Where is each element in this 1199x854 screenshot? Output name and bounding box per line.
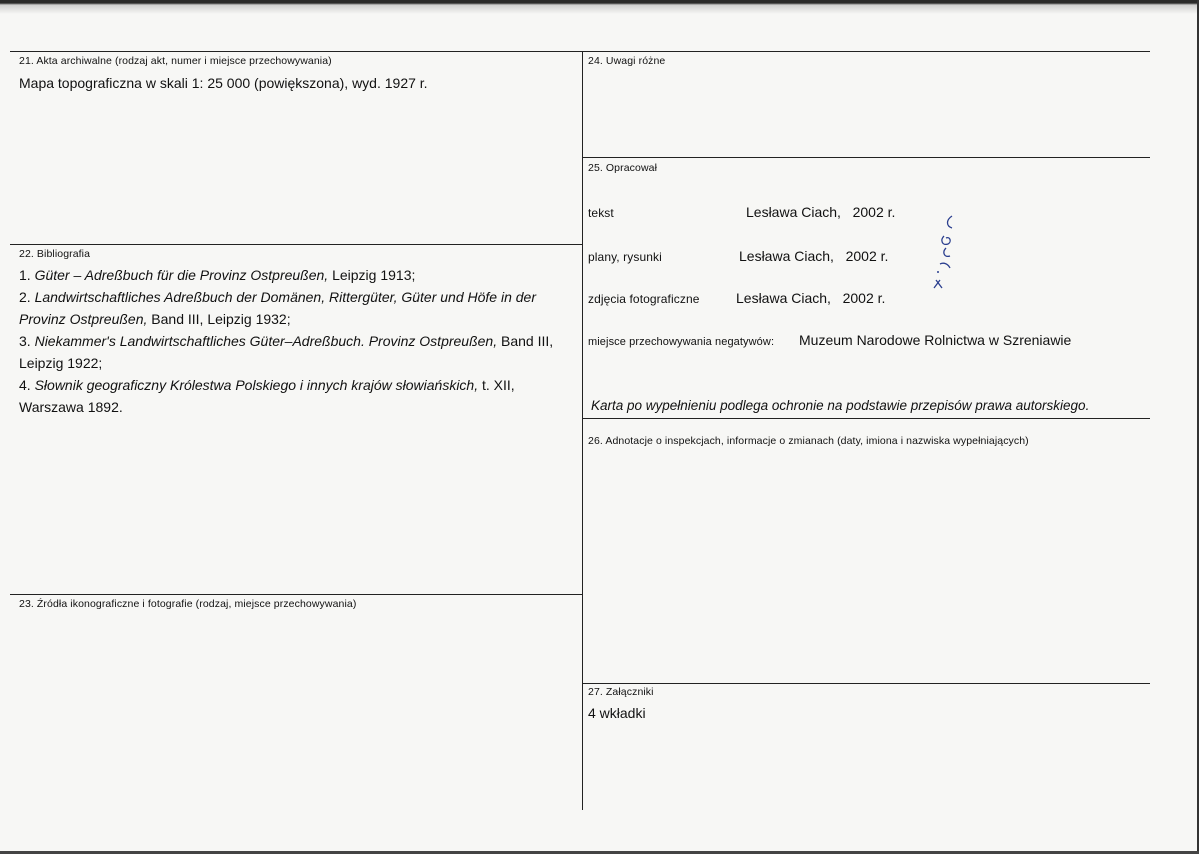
top-border-line	[10, 51, 1150, 52]
section-23-label: 23. Źródła ikonograficzne i fotografie (rodzaj, miejsce przechowywania)	[19, 598, 357, 610]
divider-24-25	[582, 157, 1150, 158]
section-25-label: 25. Opracował	[588, 162, 658, 174]
text-author-label: tekst	[588, 206, 614, 220]
section-27-text: 4 wkładki	[588, 705, 646, 721]
section-22-label: 22. Bibliografia	[19, 248, 91, 260]
divider-21-22	[10, 244, 582, 245]
bibliography-item-details: Band III, Leipzig 1932;	[147, 311, 291, 327]
bibliography-item-number: 1.	[19, 267, 35, 283]
negatives-location-label: miejsce przechowywania negatywów:	[588, 336, 775, 348]
divider-22-23	[10, 594, 582, 595]
center-divider-line	[582, 51, 583, 810]
section-24-label: 24. Uwagi różne	[588, 55, 666, 67]
bibliography-item	[19, 330, 579, 374]
section-21-text: Mapa topograficzna w skali 1: 25 000 (powiększona), wyd. 1927 r.	[19, 75, 428, 91]
divider-26-27	[582, 683, 1150, 684]
bibliography-item-details: Leipzig 1913;	[328, 267, 416, 283]
scan-top-edge	[0, 0, 1199, 14]
bibliography-list	[19, 264, 579, 418]
handwritten-signature-icon	[922, 214, 962, 304]
photos-author-value: Lesława Ciach, 2002 r.	[736, 290, 886, 306]
bibliography-item-title: Landwirtschaftliches Adreßbuch der Domänen, Rittergüter, Güter und Höfe in der Provinz Ostpreußen,	[19, 289, 536, 327]
bibliography-item-details: t. XII, Warszawa 1892.	[19, 377, 515, 415]
photos-author-label: zdjęcia fotograficzne	[588, 292, 700, 306]
bibliography-item	[19, 374, 579, 418]
bibliography-item-title: Güter – Adreßbuch für die Provinz Ostpreußen,	[34, 267, 329, 283]
section-26-label: 26. Adnotacje o inspekcjach, informacje o zmianach (daty, imiona i nazwiska wypełniających)	[588, 435, 1029, 447]
section-21-label: 21. Akta archiwalne (rodzaj akt, numer i miejsce przechowywania)	[19, 55, 332, 67]
drawings-author-label: plany, rysunki	[588, 250, 662, 264]
bibliography-item	[19, 264, 579, 286]
drawings-author-value: Lesława Ciach, 2002 r.	[739, 248, 889, 264]
section-27-label: 27. Załączniki	[588, 686, 654, 698]
divider-25-26	[582, 418, 1150, 419]
bibliography-item	[19, 286, 579, 330]
copyright-notice: Karta po wypełnieniu podlega ochronie na podstawie przepisów prawa autorskiego.	[591, 398, 1090, 413]
bibliography-item-title: Niekammer's Landwirtschaftliches Güter–Adreßbuch. Provinz Ostpreußen,	[34, 333, 498, 349]
text-author-value: Lesława Ciach, 2002 r.	[746, 204, 896, 220]
bibliography-item-number: 3.	[19, 333, 35, 349]
negatives-location-value: Muzeum Narodowe Rolnictwa w Szreniawie	[799, 332, 1072, 348]
bibliography-item-number: 2.	[19, 289, 35, 305]
bibliography-item-details: Band III, Leipzig 1922;	[19, 333, 554, 371]
bibliography-item-number: 4.	[19, 377, 35, 393]
bibliography-item-title: Słownik geograficzny Królestwa Polskiego i innych krajów słowiańskich,	[34, 377, 479, 393]
